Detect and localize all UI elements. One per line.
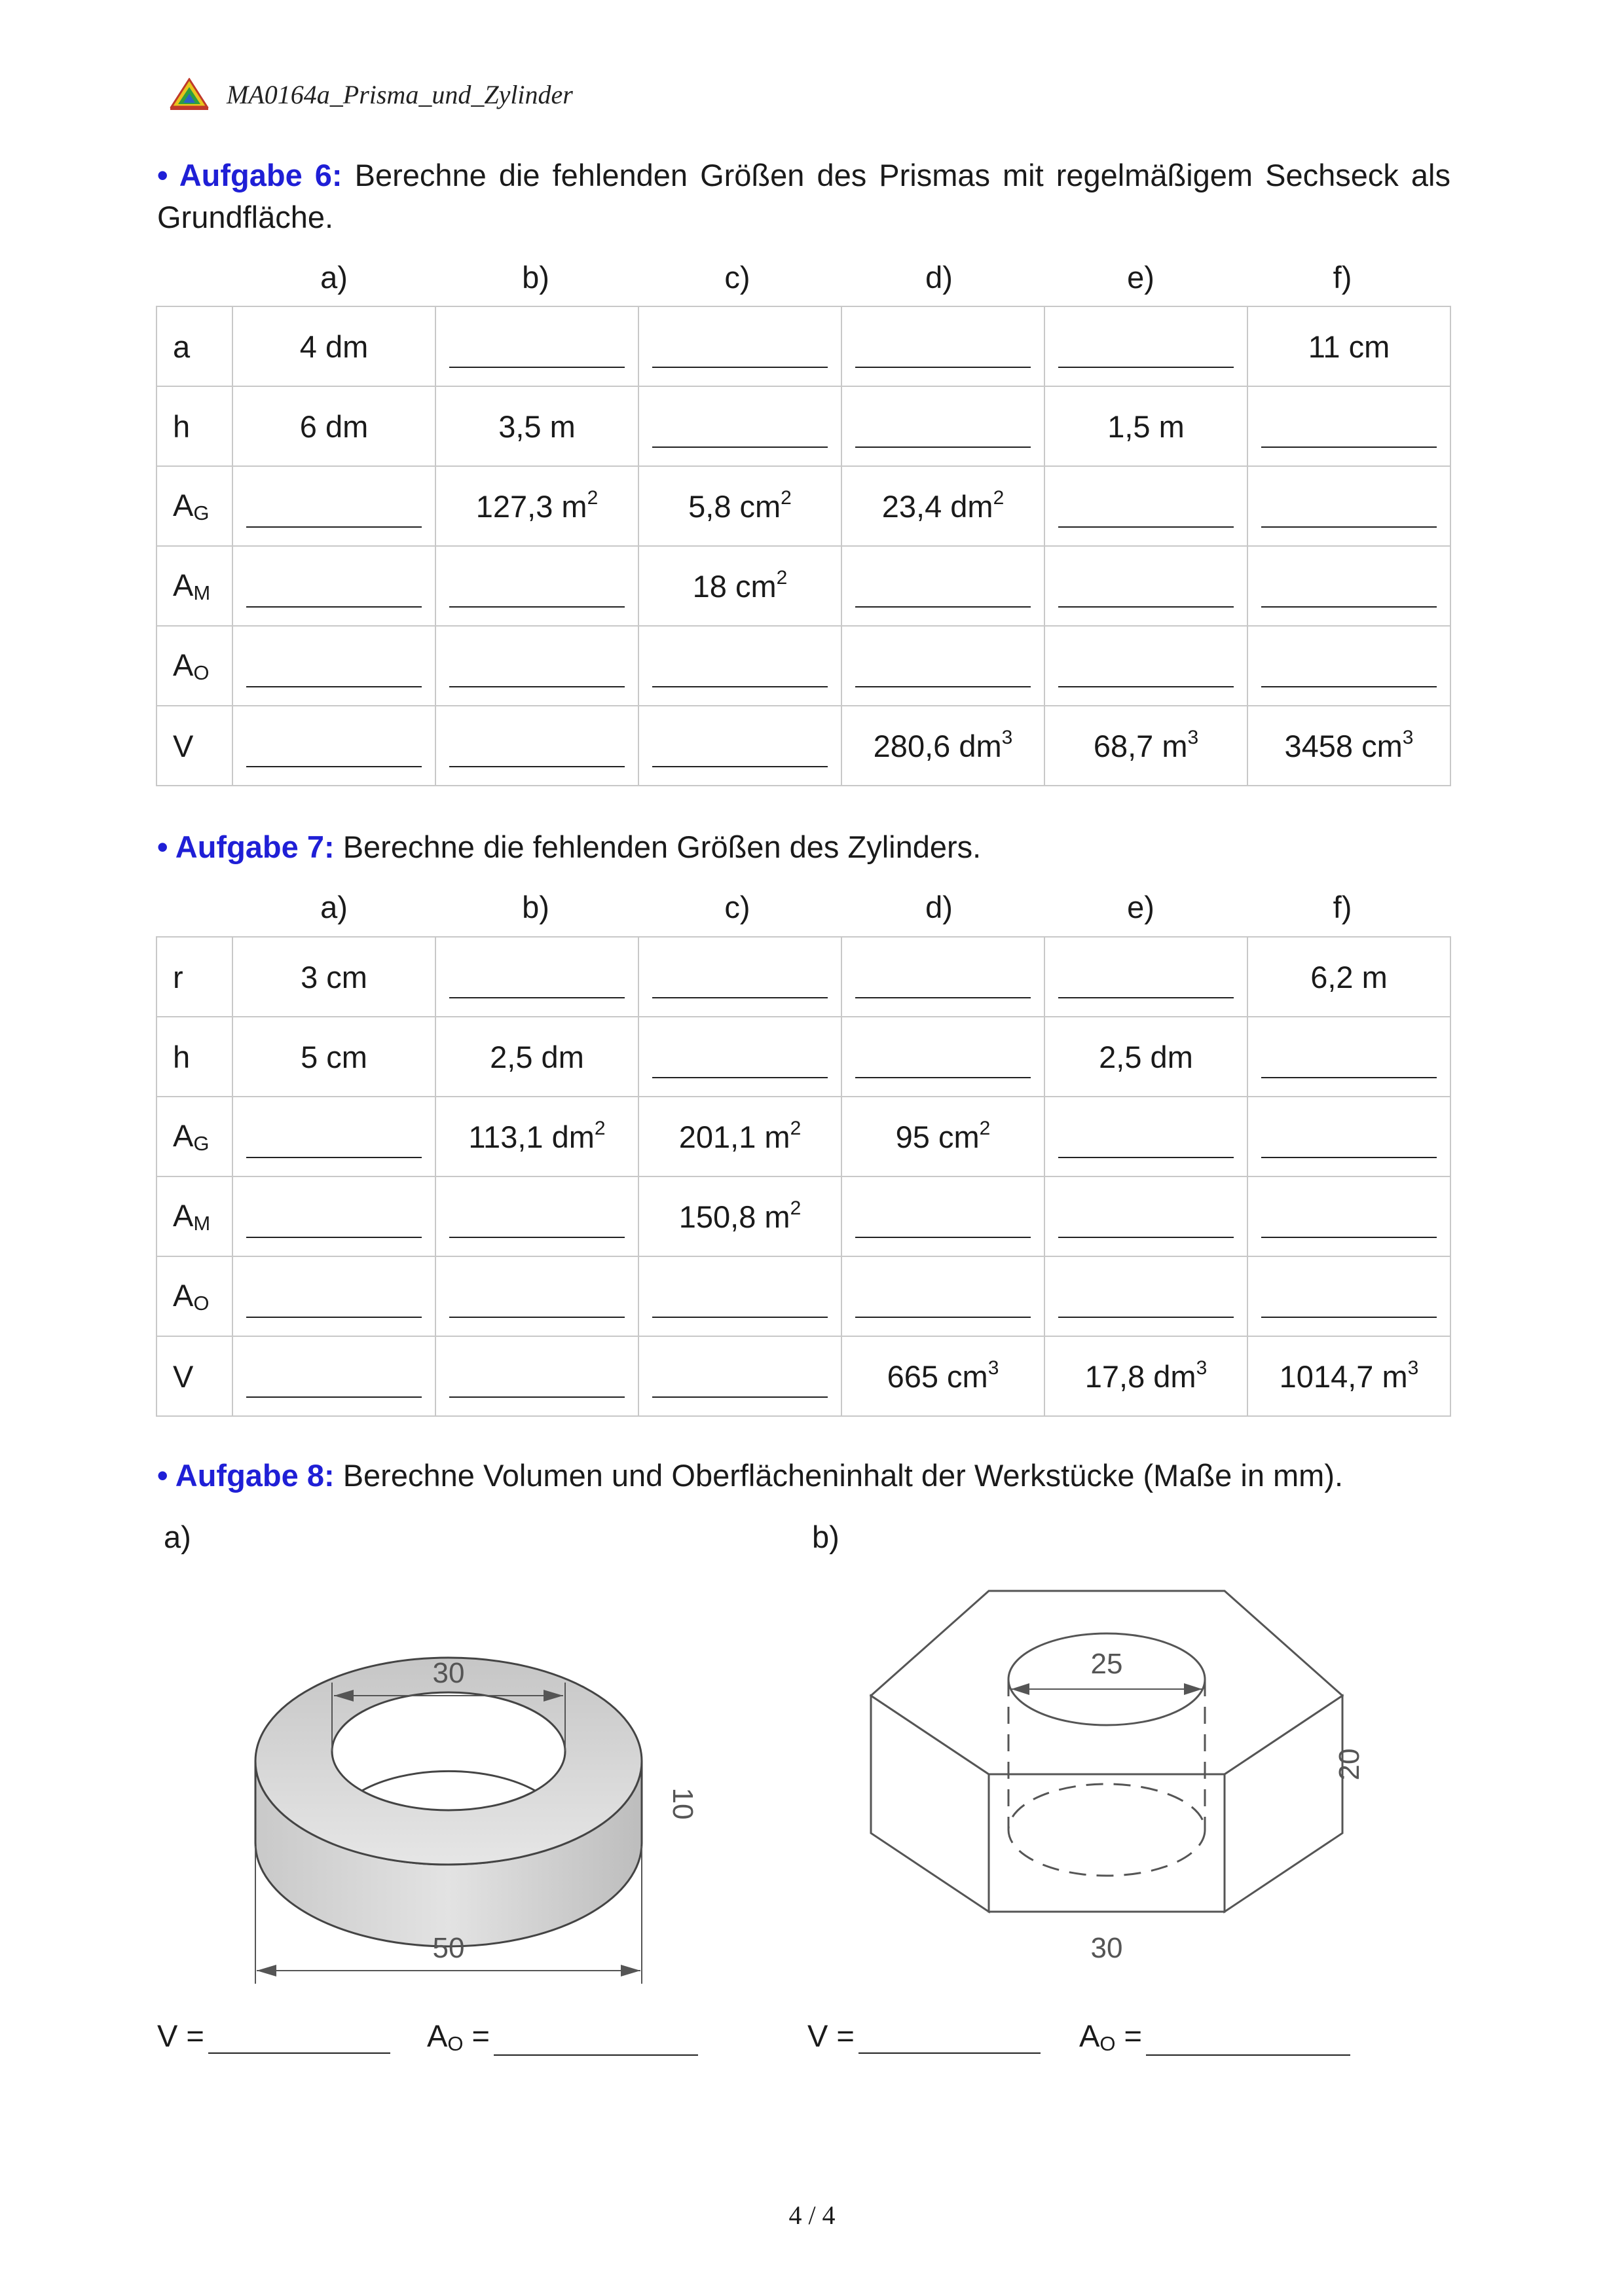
row-variable: V — [157, 1336, 232, 1416]
table-row — [157, 1097, 1450, 1176]
answer-blank-cell[interactable] — [1247, 546, 1450, 626]
answer-blank-line[interactable] — [246, 503, 422, 528]
answer-blank-cell[interactable] — [435, 546, 638, 626]
answer-a-volume — [157, 2018, 390, 2054]
answer-blank-cell[interactable] — [1247, 1256, 1450, 1336]
hex-nut-dimension-side: 30 — [1090, 1932, 1123, 1964]
task-6-text: Berechne die fehlenden Größen des Prismas mit regelmäßigem Sechseck als Grundfläche. — [157, 158, 1450, 234]
given-value: 11 cm — [1247, 306, 1450, 386]
given-value: 665 $cm^3$ — [841, 1336, 1044, 1416]
answer-blank-cell[interactable] — [232, 1097, 435, 1176]
answer-blank-cell[interactable] — [232, 1176, 435, 1256]
given-value: 23,4 $dm^2$ — [841, 466, 1044, 546]
answer-blank-cell[interactable] — [1247, 1097, 1450, 1176]
answer-blank-cell[interactable] — [1044, 937, 1247, 1017]
washer-dimension-height: 10 — [667, 1787, 699, 1820]
answer-blank-line[interactable] — [1058, 1293, 1234, 1318]
given-value: 2,5 dm — [435, 1017, 638, 1097]
task-7-table — [156, 936, 1451, 1417]
answer-a-volume-label: V = — [157, 2018, 204, 2053]
answer-blank-cell[interactable] — [232, 626, 435, 706]
answer-blank-line[interactable] — [246, 742, 422, 767]
answer-blank-line[interactable] — [1058, 343, 1234, 368]
answer-blank-line[interactable] — [855, 1293, 1031, 1318]
part-a-label: a) — [164, 1520, 191, 1554]
answer-blank-line[interactable] — [246, 1133, 422, 1158]
table-row — [157, 1017, 1450, 1097]
answer-blank-cell[interactable] — [435, 1176, 638, 1256]
answer-blank-cell[interactable] — [1044, 1256, 1247, 1336]
answer-blank-line[interactable] — [652, 974, 828, 998]
answer-blank-cell[interactable] — [1247, 466, 1450, 546]
table-row — [157, 706, 1450, 786]
given-value: 95 $cm^2$ — [841, 1097, 1044, 1176]
answer-blank-line[interactable] — [855, 583, 1031, 608]
task-6-instruction — [157, 155, 1450, 238]
washer-dimension-outer: 50 — [432, 1932, 465, 1964]
answer-blank-cell[interactable] — [1247, 1017, 1450, 1097]
answer-blank-line[interactable] — [855, 1213, 1031, 1238]
answer-b-volume-blank[interactable] — [858, 2026, 1041, 2054]
answer-blank-line[interactable] — [246, 1213, 422, 1238]
answer-blank-line[interactable] — [1058, 503, 1234, 528]
answer-blank-cell[interactable] — [232, 1336, 435, 1416]
answer-blank-line[interactable] — [449, 1373, 625, 1398]
answer-blank-cell[interactable] — [435, 706, 638, 786]
answer-blank-cell[interactable] — [841, 1017, 1044, 1097]
row-variable: $A_M$ — [157, 546, 232, 626]
answer-blank-line[interactable] — [652, 1293, 828, 1318]
answer-blank-cell[interactable] — [232, 546, 435, 626]
given-value: 6 dm — [232, 386, 435, 466]
answer-blank-line[interactable] — [1261, 423, 1437, 448]
hex-nut-front-face — [989, 1774, 1225, 1912]
table-row — [157, 937, 1450, 1017]
given-value: 127,3 $m^2$ — [435, 466, 638, 546]
answer-blank-line[interactable] — [449, 974, 625, 998]
given-value: 4 dm — [232, 306, 435, 386]
column-header-1: b) — [522, 890, 549, 924]
given-value: 18 $cm^2$ — [638, 546, 841, 626]
answer-blank-line[interactable] — [652, 663, 828, 687]
row-variable: $A_G$ — [157, 1097, 232, 1176]
answer-blank-cell[interactable] — [841, 626, 1044, 706]
given-value: 280,6 $dm^3$ — [841, 706, 1044, 786]
answer-blank-cell[interactable] — [841, 1256, 1044, 1336]
answer-blank-line[interactable] — [246, 663, 422, 687]
answer-b-surface-blank[interactable] — [1146, 2028, 1350, 2056]
answer-blank-line[interactable] — [1261, 1053, 1437, 1078]
answer-blank-cell[interactable] — [841, 546, 1044, 626]
answer-blank-cell[interactable] — [435, 626, 638, 706]
given-value: 113,1 $dm^2$ — [435, 1097, 638, 1176]
part-b-label: b) — [812, 1520, 840, 1554]
answer-a-surface-label: $A_O$ = — [427, 2018, 490, 2055]
given-value: 3458 $cm^3$ — [1247, 706, 1450, 786]
task-7-text: Berechne die fehlenden Größen des Zylinders. — [342, 829, 982, 864]
answer-blank-cell[interactable] — [1044, 306, 1247, 386]
given-value: 5 cm — [232, 1017, 435, 1097]
answer-blank-line[interactable] — [652, 1053, 828, 1078]
answer-blank-line[interactable] — [246, 1293, 422, 1318]
answer-blank-cell[interactable] — [1044, 626, 1247, 706]
page-number: 4 / 4 — [788, 2200, 836, 2230]
answer-blank-line[interactable] — [1058, 974, 1234, 998]
given-value: 6,2 m — [1247, 937, 1450, 1017]
column-header-5: f) — [1333, 260, 1352, 295]
answer-a-volume-blank[interactable] — [208, 2026, 390, 2054]
answer-blank-cell[interactable] — [1044, 1176, 1247, 1256]
answer-a-surface-blank[interactable] — [494, 2028, 698, 2056]
answer-blank-cell[interactable] — [435, 1336, 638, 1416]
hex-nut-dimension-hole: 25 — [1090, 1648, 1123, 1680]
row-variable: r — [157, 937, 232, 1017]
answer-blank-line[interactable] — [855, 1053, 1031, 1078]
task-6-label: • Aufgabe 6: — [157, 158, 342, 192]
washer-hole — [332, 1692, 565, 1810]
row-variable: $A_M$ — [157, 1176, 232, 1256]
task-6-column-headers — [157, 259, 1450, 299]
table-row — [157, 1256, 1450, 1336]
given-value: 150,8 $m^2$ — [638, 1176, 841, 1256]
answer-b-surface — [1079, 2018, 1350, 2056]
given-value: 2,5 dm — [1044, 1017, 1247, 1097]
task-8-text: Berechne Volumen und Oberflächeninhalt der Werkstücke (Maße in mm). — [342, 1458, 1344, 1493]
answer-blank-line[interactable] — [1058, 1133, 1234, 1158]
answer-blank-line[interactable] — [855, 343, 1031, 368]
table-row — [157, 626, 1450, 706]
answer-blank-cell[interactable] — [435, 1256, 638, 1336]
row-variable: $A_G$ — [157, 466, 232, 546]
given-value: 3,5 m — [435, 386, 638, 466]
answer-blank-cell[interactable] — [638, 1256, 841, 1336]
answer-b-surface-label: $A_O$ = — [1079, 2018, 1142, 2055]
document-filename: MA0164a_Prisma_und_Zylinder — [227, 79, 573, 109]
answer-b-volume — [807, 2018, 1041, 2054]
answer-blank-cell[interactable] — [841, 937, 1044, 1017]
answer-blank-line[interactable] — [246, 1373, 422, 1398]
logo-icon — [169, 78, 210, 111]
answer-blank-cell[interactable] — [1247, 386, 1450, 466]
page-header — [169, 75, 573, 114]
row-variable: a — [157, 306, 232, 386]
task-7-column-headers — [157, 889, 1450, 928]
task-7-instruction — [157, 826, 1450, 868]
table-row — [157, 1336, 1450, 1416]
answer-blank-line[interactable] — [1058, 583, 1234, 608]
answer-blank-cell[interactable] — [232, 706, 435, 786]
answer-blank-cell[interactable] — [232, 466, 435, 546]
answer-blank-line[interactable] — [652, 423, 828, 448]
task-7-label: • Aufgabe 7: — [157, 829, 335, 864]
answer-blank-line[interactable] — [246, 583, 422, 608]
answer-a-surface — [427, 2018, 698, 2056]
answer-blank-line[interactable] — [1261, 583, 1437, 608]
answer-blank-line[interactable] — [449, 663, 625, 687]
answer-blank-line[interactable] — [652, 343, 828, 368]
answer-blank-line[interactable] — [449, 1213, 625, 1238]
given-value: 5,8 $cm^2$ — [638, 466, 841, 546]
washer-figure — [236, 1565, 707, 1997]
answer-blank-cell[interactable] — [638, 386, 841, 466]
answer-blank-line[interactable] — [449, 583, 625, 608]
column-header-2: c) — [724, 890, 750, 924]
given-value: 17,8 $dm^3$ — [1044, 1336, 1247, 1416]
answer-blank-cell[interactable] — [1247, 1176, 1450, 1256]
given-value: 1,5 m — [1044, 386, 1247, 466]
answer-blank-line[interactable] — [449, 1293, 625, 1318]
answer-blank-line[interactable] — [1261, 1133, 1437, 1158]
answer-blank-cell[interactable] — [638, 1017, 841, 1097]
column-header-0: a) — [320, 260, 348, 295]
table-row — [157, 546, 1450, 626]
answer-blank-cell[interactable] — [638, 626, 841, 706]
answer-blank-line[interactable] — [855, 423, 1031, 448]
column-header-4: e) — [1127, 890, 1154, 924]
given-value: 1014,7 $m^3$ — [1247, 1336, 1450, 1416]
row-variable: h — [157, 1017, 232, 1097]
answer-blank-line[interactable] — [855, 663, 1031, 687]
washer-dimension-inner: 30 — [432, 1657, 465, 1689]
given-value: 68,7 $m^3$ — [1044, 706, 1247, 786]
answer-blank-line[interactable] — [1058, 663, 1234, 687]
column-header-2: c) — [724, 260, 750, 295]
answer-blank-cell[interactable] — [841, 306, 1044, 386]
row-variable: $A_O$ — [157, 626, 232, 706]
answer-blank-cell[interactable] — [435, 306, 638, 386]
answer-b-volume-label: V = — [807, 2018, 855, 2053]
answer-blank-line[interactable] — [1261, 1293, 1437, 1318]
column-header-3: d) — [925, 260, 953, 295]
column-header-0: a) — [320, 890, 348, 924]
table-row — [157, 466, 1450, 546]
answer-blank-cell[interactable] — [638, 306, 841, 386]
task-8-label: • Aufgabe 8: — [157, 1458, 335, 1493]
answer-blank-cell[interactable] — [638, 706, 841, 786]
answer-blank-line[interactable] — [652, 1373, 828, 1398]
answer-blank-cell[interactable] — [841, 386, 1044, 466]
answer-blank-cell[interactable] — [841, 1176, 1044, 1256]
column-header-3: d) — [925, 890, 953, 924]
column-header-1: b) — [522, 260, 549, 295]
task-8-instruction — [157, 1455, 1450, 1497]
row-variable: $A_O$ — [157, 1256, 232, 1336]
given-value: 3 cm — [232, 937, 435, 1017]
answer-blank-cell[interactable] — [435, 937, 638, 1017]
answer-blank-line[interactable] — [855, 974, 1031, 998]
answer-blank-cell[interactable] — [232, 1256, 435, 1336]
answer-blank-line[interactable] — [1261, 503, 1437, 528]
answer-blank-cell[interactable] — [1044, 466, 1247, 546]
task-6-table — [156, 306, 1451, 786]
table-row — [157, 306, 1450, 386]
column-header-4: e) — [1127, 260, 1154, 295]
answer-blank-line[interactable] — [1261, 1213, 1437, 1238]
answer-blank-cell[interactable] — [638, 937, 841, 1017]
hex-nut-figure — [851, 1571, 1375, 1997]
answer-blank-line[interactable] — [449, 742, 625, 767]
answer-blank-line[interactable] — [1058, 1213, 1234, 1238]
answer-blank-cell[interactable] — [1044, 546, 1247, 626]
hex-nut-dimension-height: 20 — [1333, 1748, 1365, 1781]
answer-blank-cell[interactable] — [1044, 1097, 1247, 1176]
answer-blank-cell[interactable] — [638, 1336, 841, 1416]
table-row — [157, 386, 1450, 466]
row-variable: V — [157, 706, 232, 786]
column-header-5: f) — [1333, 890, 1352, 924]
table-row — [157, 1176, 1450, 1256]
answer-blank-line[interactable] — [652, 742, 828, 767]
answer-blank-line[interactable] — [449, 343, 625, 368]
answer-blank-cell[interactable] — [1247, 626, 1450, 706]
given-value: 201,1 $m^2$ — [638, 1097, 841, 1176]
answer-blank-line[interactable] — [1261, 663, 1437, 687]
row-variable: h — [157, 386, 232, 466]
